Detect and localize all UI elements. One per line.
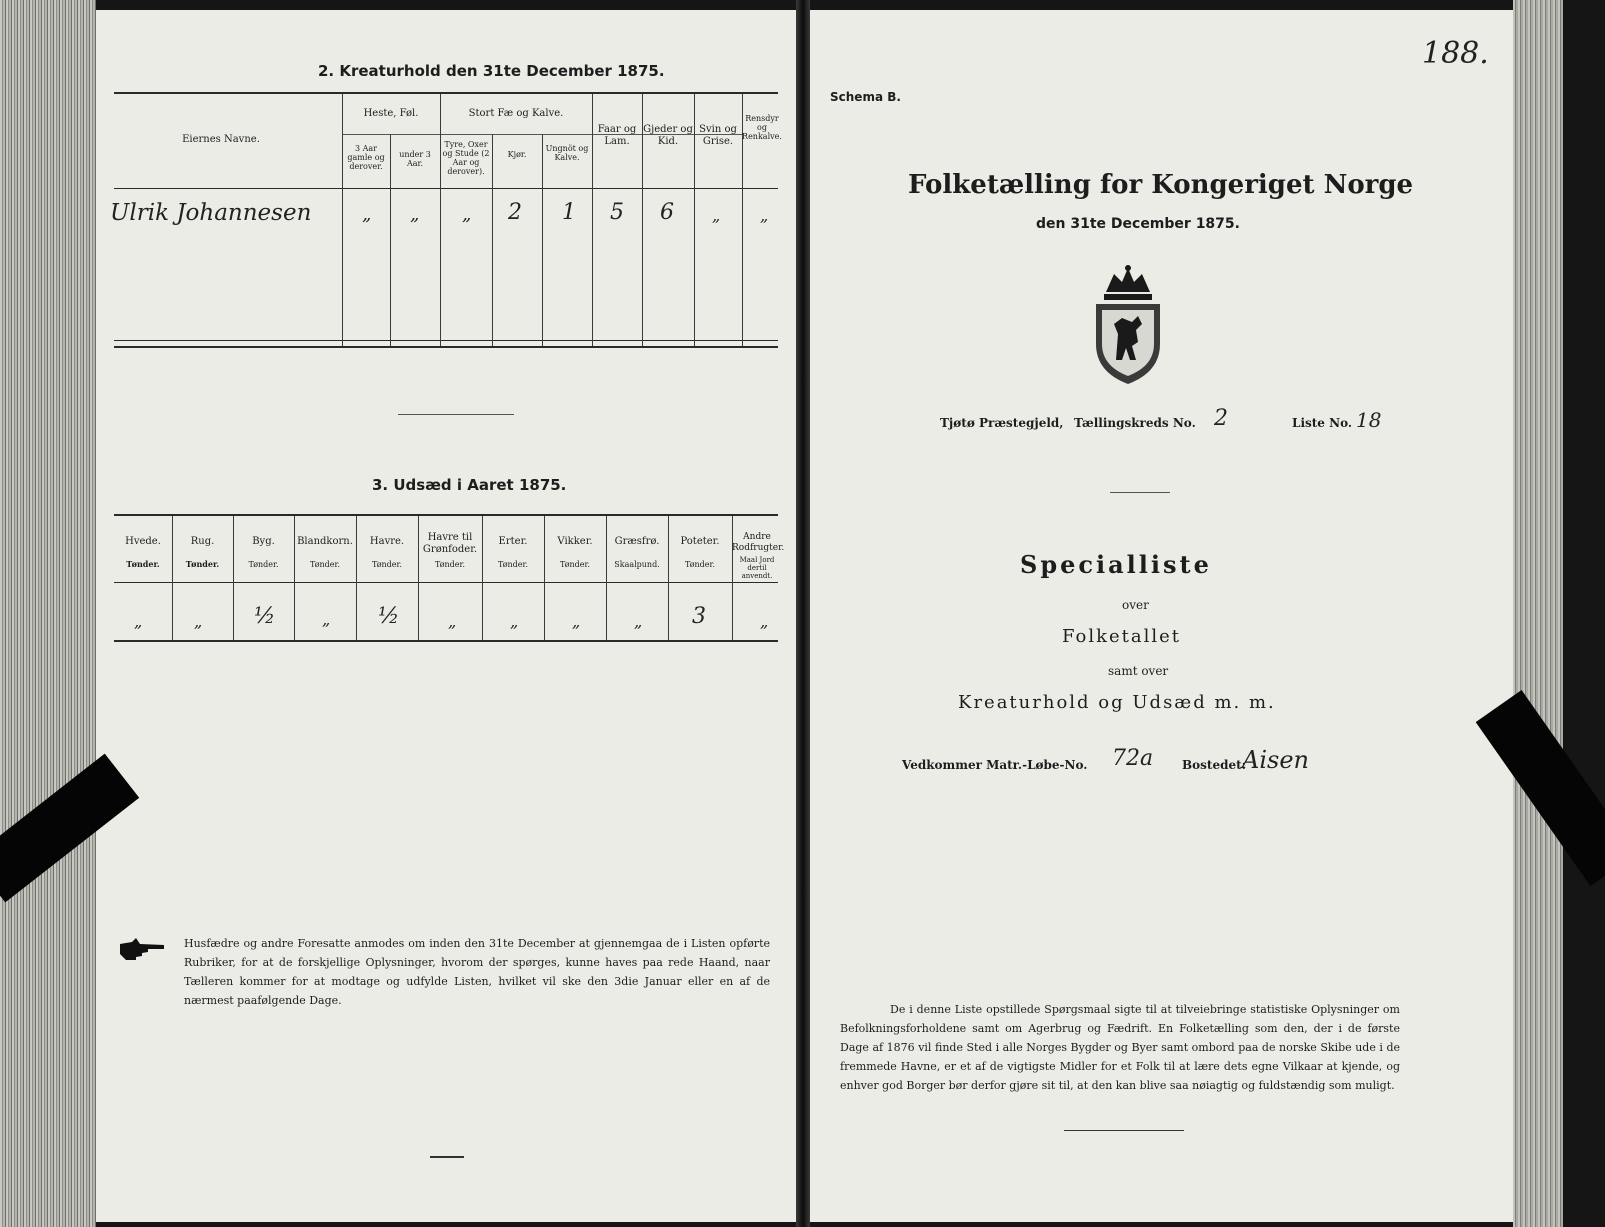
book-page-edges-left	[0, 0, 96, 1227]
udsaed-unit-hvede: Tønder.	[126, 559, 160, 569]
section2-title: 2. Kreaturhold den 31te December 1875.	[318, 62, 665, 80]
bottom-rule-right	[1064, 1130, 1184, 1131]
col-header-3-aar: 3 Aar gamle og derover.	[347, 144, 385, 171]
liste-label: Liste No.	[1292, 416, 1353, 430]
bosted-value: Aisen	[1242, 746, 1309, 774]
udsaed-col-erter: Erter.	[498, 536, 528, 547]
udsaed-unit-blandkorn: Tønder.	[309, 560, 341, 569]
right-page	[810, 10, 1513, 1222]
udsaed-unit-byg: Tønder.	[248, 560, 279, 569]
census-title: Folketælling for Kongeriget Norge	[908, 170, 1414, 200]
udsaed-unit-vikker: Tønder.	[559, 560, 591, 569]
stort-fae-group-header: Stort Fæ og Kalve.	[468, 108, 564, 119]
census-date: den 31te December 1875.	[1036, 216, 1240, 232]
col-header-under-3-aar: under 3 Aar.	[399, 150, 431, 168]
bosted-label: Bostedet:	[1182, 758, 1247, 772]
coat-of-arms-icon	[1092, 264, 1164, 386]
udsaed-cell-erter: „	[510, 612, 519, 631]
notice-text: Husfædre og andre Foresatte anmodes om inden den 31te December at gjennemgaa de i Listen opførte Rubriker, for at de forskjellige Oplysninger, hvorom der spørges, kunne haves paa rede Haand, naar Tælleren kommer for at modtage og udfylde Listen, hvilket vil ske den 3die Januar eller en af de nærmest paafølgende Dage.	[184, 937, 770, 1007]
cell-faar: 5	[610, 200, 624, 225]
cell-heste-3aar: „	[362, 204, 372, 225]
udsaed-col-poteter: Poteter.	[680, 536, 720, 547]
cell-rensdyr: „	[760, 206, 769, 225]
col-header-svin: Svin og Grise.	[699, 124, 737, 147]
udsaed-col-blandkorn: Blandkorn.	[297, 536, 353, 547]
udsaed-cell-blandkorn: „	[322, 610, 331, 629]
udsaed-col-havre: Havre.	[369, 536, 405, 547]
udsaed-cell-byg: ½	[254, 604, 276, 629]
cell-tyre: „	[462, 204, 472, 225]
cell-ungnot: 1	[562, 200, 576, 225]
pointing-hand-icon	[118, 936, 168, 962]
udsaed-unit-poteter: Tønder.	[684, 560, 716, 569]
col-header-rensdyr: Rensdyr og Renkalve.	[742, 114, 782, 141]
col-header-ungnot: Ungnöt og Kalve.	[545, 144, 589, 162]
footer-dashes	[430, 1156, 464, 1158]
udsaed-unit-rug: Tønder.	[185, 559, 220, 569]
udsaed-cell-vikker: „	[572, 612, 581, 631]
footer-paragraph: De i denne Liste opstillede Spørgsmaal sigte til at tilveiebringe statistiske Oplysninger om Befolkningsforholdene samt om Agerbrug og Fædrift. En Folketælling som den, der i de første Dage af 1876 vil finde Sted i alle Norges Bygder og Byer samt ombord paa de norske Skibe ude i de fremmede Havne, er et af de vigtigste Midler for et Folk til at lære dets egne Vilkaar at kjende, og enhver god Borger bør derfor gjøre sit til, at den kan blive saa nøiagtig og fuldstændig som muligt.	[840, 1003, 1400, 1092]
udsaed-cell-hvede: „	[134, 612, 143, 631]
udsaed-col-hvede: Hvede.	[125, 536, 161, 547]
col-header-gjeder: Gjeder og Kid.	[643, 124, 693, 147]
udsaed-unit-andre: Maal Jord dertil anvendt.	[739, 556, 775, 580]
separator-rule-right	[1110, 492, 1170, 493]
matr-value: 72a	[1112, 746, 1154, 771]
page-number: 188.	[1422, 36, 1489, 71]
udsaed-col-graesfro: Græsfrø.	[614, 536, 660, 547]
udsaed-col-andre: Andre Rodfrugter.	[732, 532, 785, 553]
liste-value: 18	[1356, 408, 1382, 432]
udsaed-cell-poteter: 3	[692, 604, 706, 629]
over-text-1: over	[1122, 598, 1149, 612]
udsaed-unit-havre: Tønder.	[371, 560, 403, 569]
specialliste-title: Specialliste	[1020, 550, 1212, 579]
udsaed-unit-havre-gronfoder: Tønder.	[434, 560, 466, 569]
kreds-value: 2	[1214, 406, 1228, 431]
udsaed-cell-havre: ½	[378, 604, 400, 629]
book-spine	[796, 0, 810, 1227]
udsaed-cell-rug: „	[194, 612, 203, 631]
col-header-kjor: Kjør.	[507, 150, 527, 159]
book-page-edges-right	[1513, 0, 1563, 1227]
separator-rule	[398, 414, 514, 415]
prestegjeld-label: Tjøtø Præstegjeld,	[940, 416, 1064, 430]
udsaed-cell-andre: „	[760, 612, 769, 631]
heste-group-header: Heste, Føl.	[363, 108, 419, 119]
cell-gjeder: 6	[660, 200, 674, 225]
udsaed-cell-graesfro: „	[634, 612, 643, 631]
col-header-tyre: Tyre, Oxer og Stude (2 Aar og derover).	[442, 140, 490, 176]
owner-name-header: Eiernes Navne.	[182, 134, 260, 145]
udsaed-col-byg: Byg.	[252, 536, 275, 547]
col-header-faar: Faar og Lam.	[597, 124, 637, 147]
cell-svin: „	[712, 206, 721, 225]
udsaed-unit-erter: Tønder.	[497, 560, 529, 569]
left-page	[96, 10, 796, 1222]
section3-title: 3. Udsæd i Aaret 1875.	[372, 476, 567, 494]
samt-over-text: samt over	[1108, 664, 1169, 678]
kreaturhold-text: Kreaturhold og Udsæd m. m.	[958, 692, 1276, 713]
kreds-label: Tællingskreds No.	[1074, 416, 1196, 430]
cell-heste-under3: „	[410, 204, 420, 225]
udsaed-col-havre-gronfoder: Havre til Grønfoder.	[422, 532, 478, 555]
udsaed-cell-havre-gronfoder: „	[448, 612, 457, 631]
folketallet-text: Folketallet	[1062, 626, 1182, 647]
matr-label: Vedkommer Matr.-Løbe-No.	[902, 758, 1088, 772]
schema-label: Schema B.	[830, 90, 901, 104]
owner-name-cell: Ulrik Johannesen	[110, 200, 312, 226]
udsaed-col-rug: Rug.	[190, 536, 215, 547]
udsaed-unit-graesfro: Skaalpund.	[614, 560, 660, 569]
cell-kjor: 2	[508, 200, 522, 225]
udsaed-col-vikker: Vikker.	[557, 536, 593, 547]
